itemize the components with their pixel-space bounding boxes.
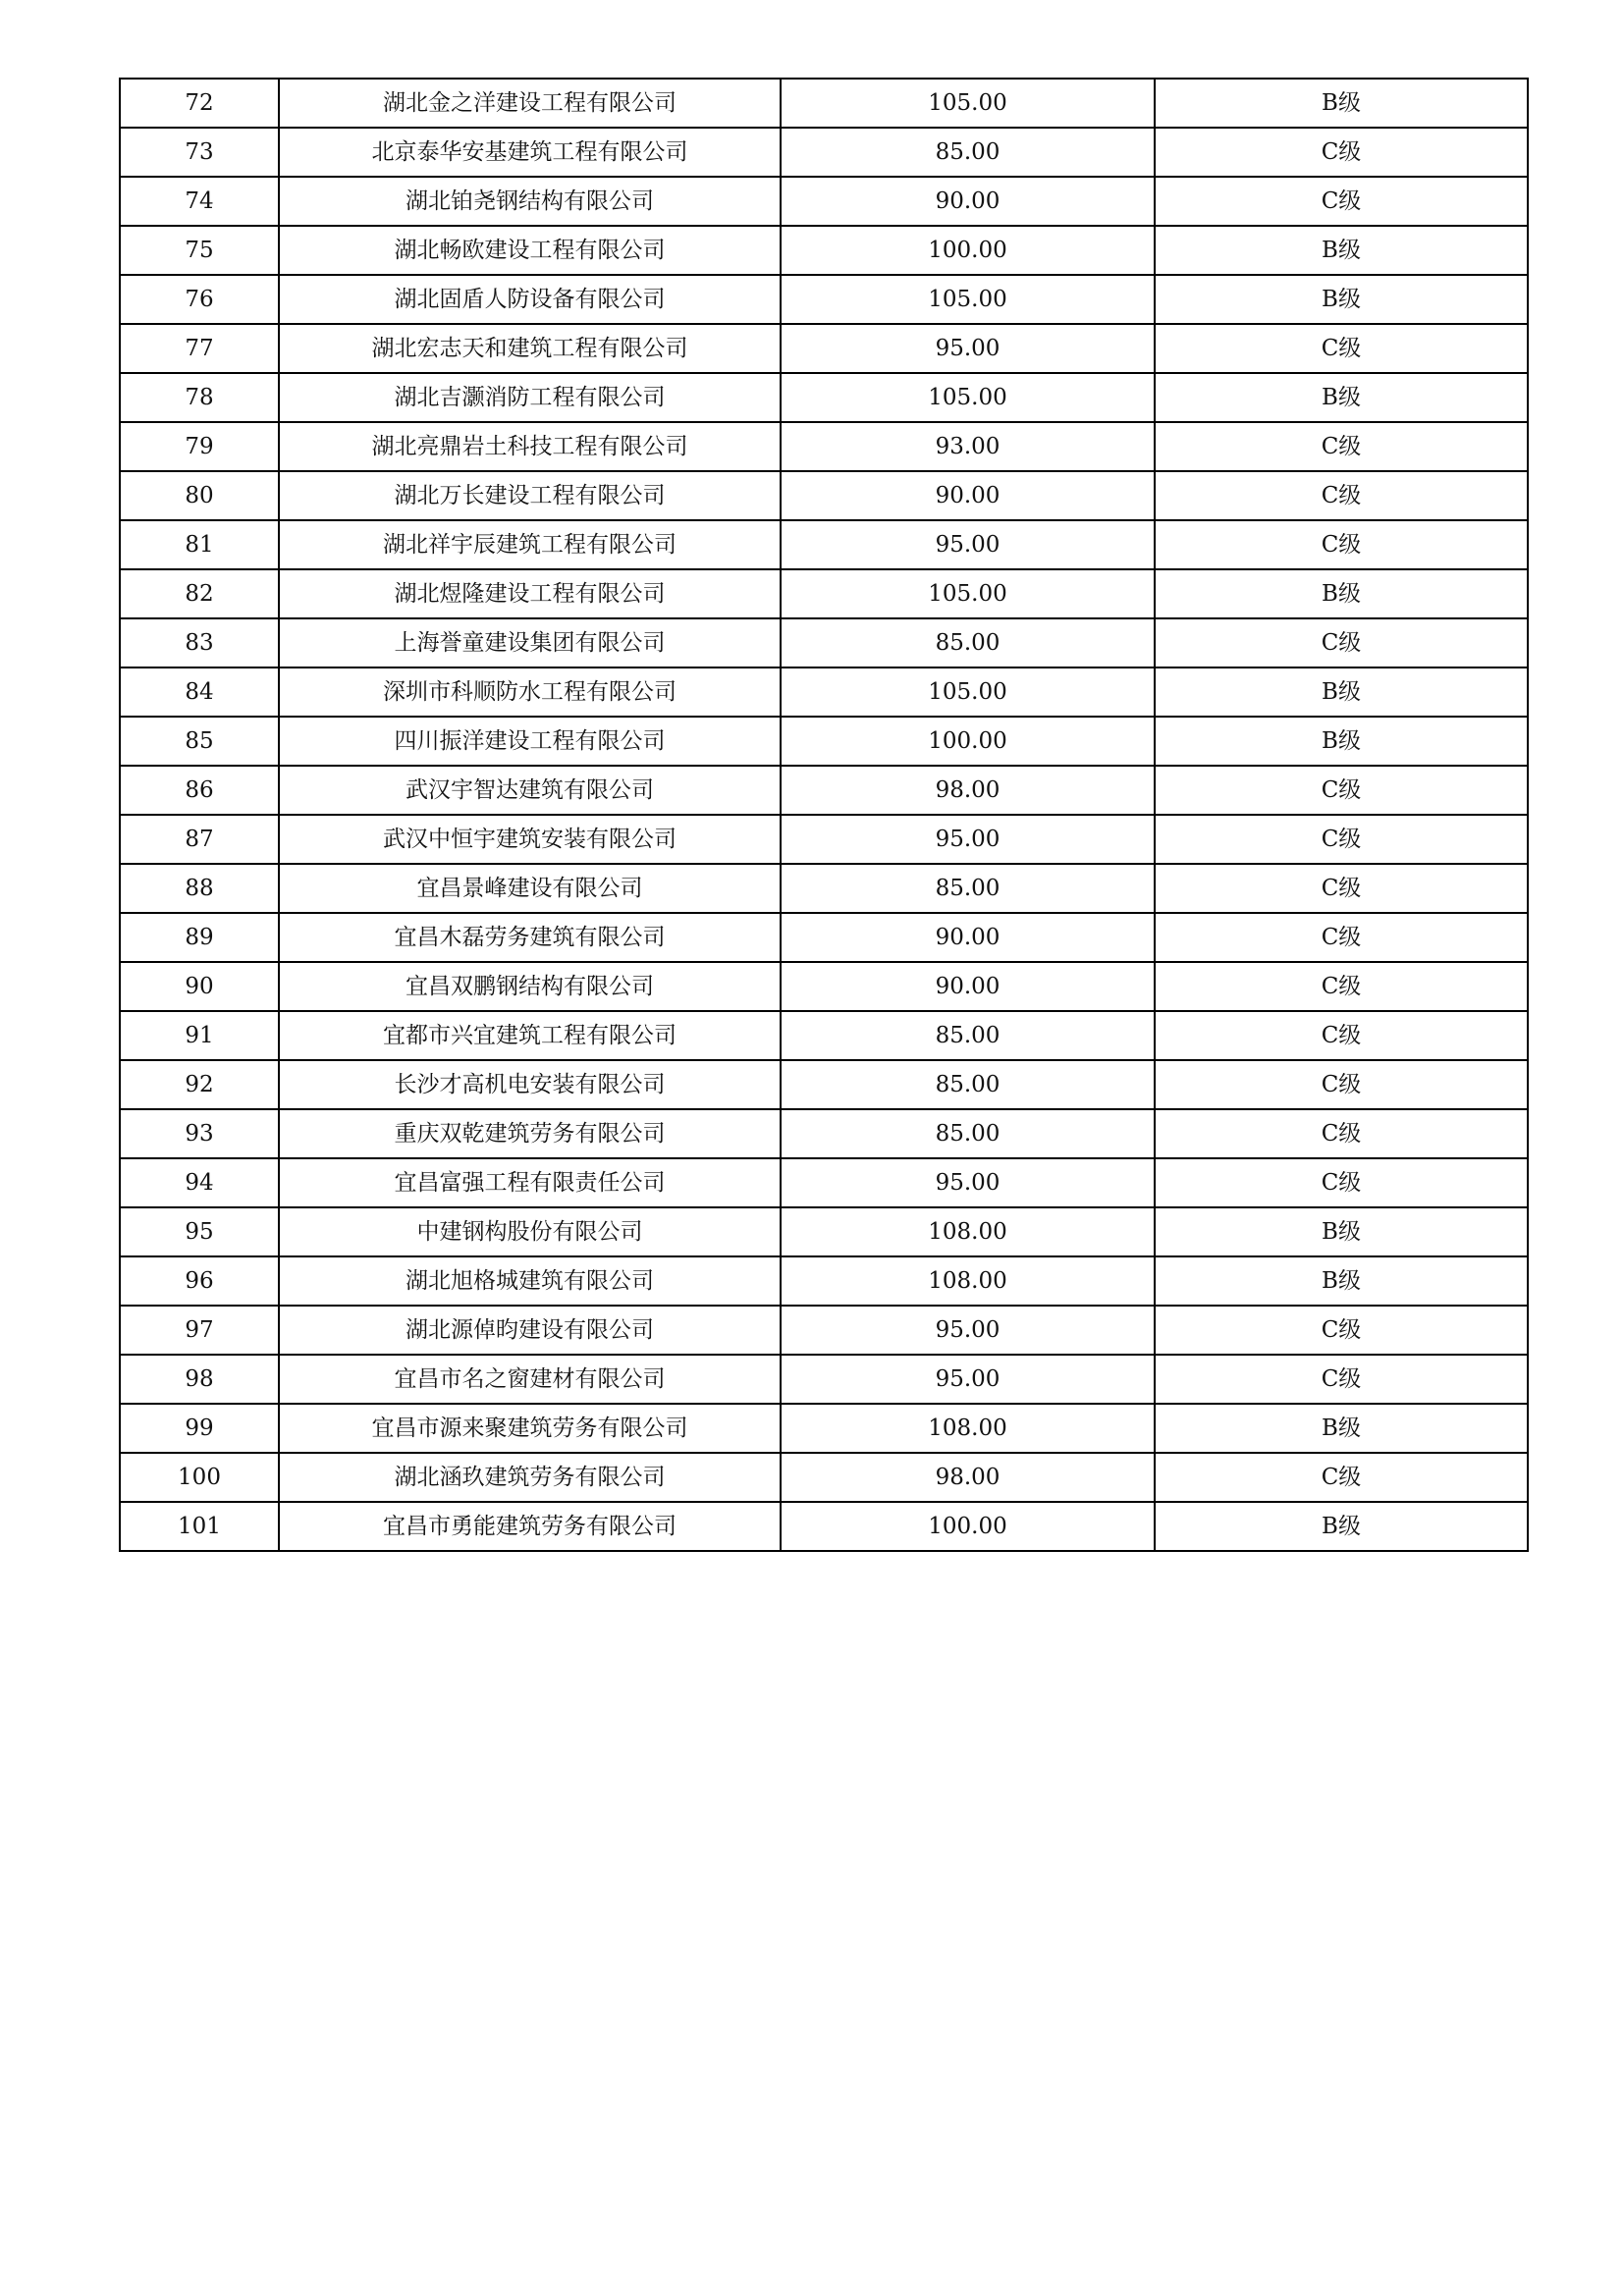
company-name-cell: 湖北固盾人防设备有限公司 (279, 275, 781, 324)
score-cell: 108.00 (781, 1256, 1155, 1306)
grade-cell: C级 (1155, 618, 1528, 667)
table-row (120, 1355, 1528, 1404)
table-row (120, 815, 1528, 864)
row-number-cell: 72 (120, 79, 279, 128)
score-cell: 95.00 (781, 520, 1155, 569)
company-name-cell: 湖北畅欧建设工程有限公司 (279, 226, 781, 275)
row-number-cell: 89 (120, 913, 279, 962)
table-row (120, 1158, 1528, 1207)
score-cell: 95.00 (781, 1306, 1155, 1355)
score-cell: 105.00 (781, 373, 1155, 422)
score-cell: 90.00 (781, 471, 1155, 520)
score-cell: 95.00 (781, 1158, 1155, 1207)
grade-cell: C级 (1155, 520, 1528, 569)
company-name-cell: 宜都市兴宜建筑工程有限公司 (279, 1011, 781, 1060)
table-row (120, 1256, 1528, 1306)
grade-cell: C级 (1155, 1355, 1528, 1404)
grade-cell: C级 (1155, 1011, 1528, 1060)
table-row (120, 1011, 1528, 1060)
company-name-cell: 长沙才高机电安装有限公司 (279, 1060, 781, 1109)
grade-cell: C级 (1155, 177, 1528, 226)
company-name-cell: 湖北宏志天和建筑工程有限公司 (279, 324, 781, 373)
company-name-cell: 武汉宇智达建筑有限公司 (279, 766, 781, 815)
company-name-cell: 湖北亮鼎岩土科技工程有限公司 (279, 422, 781, 471)
grade-cell: B级 (1155, 1256, 1528, 1306)
grade-cell: C级 (1155, 1158, 1528, 1207)
table-row (120, 422, 1528, 471)
row-number-cell: 100 (120, 1453, 279, 1502)
grade-cell: B级 (1155, 1404, 1528, 1453)
company-name-cell: 湖北金之洋建设工程有限公司 (279, 79, 781, 128)
score-cell: 105.00 (781, 569, 1155, 618)
score-cell: 108.00 (781, 1404, 1155, 1453)
row-number-cell: 77 (120, 324, 279, 373)
company-name-cell: 宜昌富强工程有限责任公司 (279, 1158, 781, 1207)
score-cell: 85.00 (781, 1060, 1155, 1109)
table-row (120, 79, 1528, 128)
row-number-cell: 90 (120, 962, 279, 1011)
row-number-cell: 91 (120, 1011, 279, 1060)
grade-cell: C级 (1155, 815, 1528, 864)
score-cell: 85.00 (781, 1109, 1155, 1158)
score-cell: 85.00 (781, 864, 1155, 913)
grade-cell: C级 (1155, 962, 1528, 1011)
company-name-cell: 湖北源倬昀建设有限公司 (279, 1306, 781, 1355)
row-number-cell: 85 (120, 717, 279, 766)
score-cell: 95.00 (781, 1355, 1155, 1404)
grade-cell: B级 (1155, 275, 1528, 324)
table-row (120, 128, 1528, 177)
row-number-cell: 84 (120, 667, 279, 717)
table-row (120, 1109, 1528, 1158)
score-cell: 98.00 (781, 1453, 1155, 1502)
company-name-cell: 北京泰华安基建筑工程有限公司 (279, 128, 781, 177)
company-name-cell: 深圳市科顺防水工程有限公司 (279, 667, 781, 717)
row-number-cell: 95 (120, 1207, 279, 1256)
grade-cell: C级 (1155, 1453, 1528, 1502)
score-cell: 108.00 (781, 1207, 1155, 1256)
grade-cell: B级 (1155, 569, 1528, 618)
company-name-cell: 宜昌双鹏钢结构有限公司 (279, 962, 781, 1011)
row-number-cell: 76 (120, 275, 279, 324)
grade-cell: B级 (1155, 717, 1528, 766)
row-number-cell: 99 (120, 1404, 279, 1453)
row-number-cell: 79 (120, 422, 279, 471)
company-name-cell: 四川振洋建设工程有限公司 (279, 717, 781, 766)
table-row (120, 766, 1528, 815)
score-cell: 90.00 (781, 177, 1155, 226)
score-cell: 100.00 (781, 226, 1155, 275)
table-row (120, 864, 1528, 913)
score-cell: 93.00 (781, 422, 1155, 471)
row-number-cell: 81 (120, 520, 279, 569)
row-number-cell: 96 (120, 1256, 279, 1306)
score-cell: 95.00 (781, 815, 1155, 864)
table-row (120, 667, 1528, 717)
table-row (120, 1404, 1528, 1453)
row-number-cell: 92 (120, 1060, 279, 1109)
company-name-cell: 中建钢构股份有限公司 (279, 1207, 781, 1256)
row-number-cell: 78 (120, 373, 279, 422)
row-number-cell: 93 (120, 1109, 279, 1158)
table-row (120, 1453, 1528, 1502)
company-name-cell: 湖北煜隆建设工程有限公司 (279, 569, 781, 618)
table-row (120, 275, 1528, 324)
grade-cell: C级 (1155, 913, 1528, 962)
company-name-cell: 湖北吉灏消防工程有限公司 (279, 373, 781, 422)
row-number-cell: 74 (120, 177, 279, 226)
credit-grade-table (119, 78, 1529, 1552)
company-name-cell: 宜昌市名之窗建材有限公司 (279, 1355, 781, 1404)
table-row (120, 1207, 1528, 1256)
grade-cell: C级 (1155, 422, 1528, 471)
grade-cell: B级 (1155, 373, 1528, 422)
company-name-cell: 湖北涵玖建筑劳务有限公司 (279, 1453, 781, 1502)
table-row (120, 520, 1528, 569)
company-name-cell: 宜昌市源来聚建筑劳务有限公司 (279, 1404, 781, 1453)
table-row (120, 569, 1528, 618)
row-number-cell: 87 (120, 815, 279, 864)
grade-cell: B级 (1155, 667, 1528, 717)
grade-cell: C级 (1155, 1109, 1528, 1158)
row-number-cell: 73 (120, 128, 279, 177)
company-name-cell: 宜昌景峰建设有限公司 (279, 864, 781, 913)
table-body (120, 79, 1528, 1551)
table-row (120, 1060, 1528, 1109)
grade-cell: C级 (1155, 324, 1528, 373)
grade-cell: B级 (1155, 79, 1528, 128)
row-number-cell: 98 (120, 1355, 279, 1404)
table-row (120, 324, 1528, 373)
company-name-cell: 湖北祥宇辰建筑工程有限公司 (279, 520, 781, 569)
grade-cell: C级 (1155, 128, 1528, 177)
grade-cell: C级 (1155, 864, 1528, 913)
company-name-cell: 湖北旭格城建筑有限公司 (279, 1256, 781, 1306)
row-number-cell: 88 (120, 864, 279, 913)
company-name-cell: 宜昌市勇能建筑劳务有限公司 (279, 1502, 781, 1551)
row-number-cell: 75 (120, 226, 279, 275)
score-cell: 90.00 (781, 962, 1155, 1011)
company-name-cell: 湖北铂尧钢结构有限公司 (279, 177, 781, 226)
table-row (120, 471, 1528, 520)
table-row (120, 226, 1528, 275)
table-row (120, 913, 1528, 962)
score-cell: 95.00 (781, 324, 1155, 373)
score-cell: 105.00 (781, 667, 1155, 717)
grade-cell: C级 (1155, 766, 1528, 815)
row-number-cell: 97 (120, 1306, 279, 1355)
company-name-cell: 湖北万长建设工程有限公司 (279, 471, 781, 520)
table-row (120, 962, 1528, 1011)
score-cell: 100.00 (781, 717, 1155, 766)
grade-cell: B级 (1155, 226, 1528, 275)
row-number-cell: 101 (120, 1502, 279, 1551)
row-number-cell: 94 (120, 1158, 279, 1207)
grade-cell: C级 (1155, 471, 1528, 520)
company-name-cell: 重庆双乾建筑劳务有限公司 (279, 1109, 781, 1158)
row-number-cell: 86 (120, 766, 279, 815)
row-number-cell: 83 (120, 618, 279, 667)
table-row (120, 373, 1528, 422)
grade-cell: C级 (1155, 1306, 1528, 1355)
score-cell: 85.00 (781, 618, 1155, 667)
company-name-cell: 宜昌木磊劳务建筑有限公司 (279, 913, 781, 962)
company-name-cell: 上海誉童建设集团有限公司 (279, 618, 781, 667)
grade-cell: B级 (1155, 1207, 1528, 1256)
score-cell: 105.00 (781, 275, 1155, 324)
table-row (120, 618, 1528, 667)
table-row (120, 177, 1528, 226)
score-cell: 85.00 (781, 128, 1155, 177)
score-cell: 100.00 (781, 1502, 1155, 1551)
score-cell: 85.00 (781, 1011, 1155, 1060)
score-cell: 105.00 (781, 79, 1155, 128)
row-number-cell: 82 (120, 569, 279, 618)
grade-cell: B级 (1155, 1502, 1528, 1551)
table-row (120, 717, 1528, 766)
table-row (120, 1306, 1528, 1355)
score-cell: 90.00 (781, 913, 1155, 962)
company-name-cell: 武汉中恒宇建筑安装有限公司 (279, 815, 781, 864)
grade-cell: C级 (1155, 1060, 1528, 1109)
score-cell: 98.00 (781, 766, 1155, 815)
table-row (120, 1502, 1528, 1551)
row-number-cell: 80 (120, 471, 279, 520)
